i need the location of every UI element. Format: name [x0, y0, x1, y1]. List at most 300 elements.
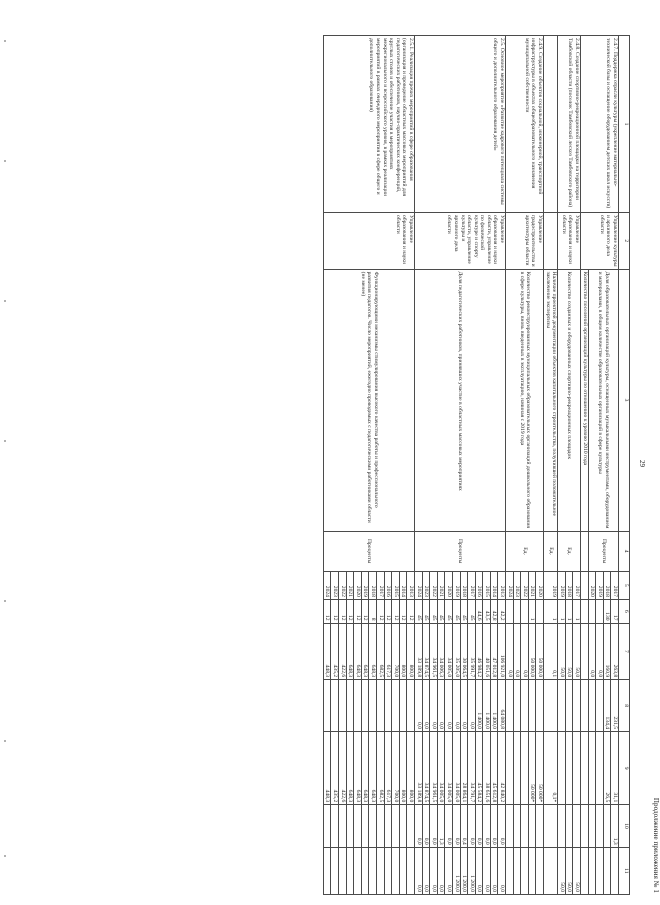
regional-budget-cell: 28 864,1 [460, 732, 468, 805]
indicator-value-cell: 12 [377, 599, 385, 623]
extra-budget-cell [346, 847, 354, 894]
executor [544, 212, 558, 269]
indicator-text: Доля образовательных организаций культуры, оснащенных музыкальными инструментами, оборудованием и материалами, в общем количестве образовательных организаций в сфере культуры [588, 269, 618, 531]
unit: Ед. [558, 531, 581, 571]
extra-budget-cell [323, 847, 331, 894]
column-number-3: 3 [619, 269, 630, 531]
indicator-value-cell: 12 [346, 599, 354, 623]
indicator-text: Количество поселений организаций культуры по отношению к уровню 2010 года [581, 269, 589, 531]
local-budget-cell: 0,0 [498, 805, 506, 847]
year-cell: 2023 [331, 571, 339, 599]
regional-budget-cell: 45 612,8 [490, 732, 498, 805]
local-budget-cell [346, 805, 354, 847]
local-budget-cell: 1,3 [611, 805, 619, 847]
indicator-value-cell: 12 [361, 599, 369, 623]
regional-budget-cell: 648,3 [369, 732, 377, 805]
unit: Проценты [588, 531, 618, 571]
total-funding-cell: 0,1 [544, 623, 558, 680]
extra-budget-cell [521, 847, 529, 894]
indicator-value-cell: 45 [437, 599, 445, 623]
extra-budget-cell [536, 847, 544, 894]
local-budget-cell: 0,0 [468, 805, 476, 847]
extra-budget-cell [611, 847, 619, 894]
federal-budget-cell [377, 680, 385, 732]
table-row [573, 36, 581, 895]
federal-budget-cell [323, 680, 331, 732]
year-cell: 2021 [528, 571, 536, 599]
federal-budget-cell: 0,0 [422, 680, 430, 732]
year-cell: 2024 [414, 571, 422, 599]
total-funding-cell: 50,0 [565, 623, 573, 680]
total-funding-cell [581, 623, 589, 680]
activity-name: 2.4.8. Создание спортивно-рекреационной площадки на территории Тамбовской области (поселок Тамбовский лесхоз Тамбовского района) [558, 36, 581, 213]
local-budget-cell [513, 805, 521, 847]
regional-budget-cell: 648,3 [346, 732, 354, 805]
federal-budget-cell [588, 680, 596, 732]
year-cell: 2017 [611, 571, 619, 599]
year-cell: 2017 [468, 571, 476, 599]
local-budget-cell [603, 805, 611, 847]
total-funding-cell: 448,3 [323, 623, 331, 680]
federal-budget-cell [399, 680, 407, 732]
extra-budget-cell [331, 847, 339, 894]
indicator-value-cell: 42,8 [490, 599, 498, 623]
regional-budget-cell: 34 874,5 [422, 732, 430, 805]
year-cell: 2023 [513, 571, 521, 599]
program-table [323, 35, 630, 895]
local-budget-cell [354, 805, 362, 847]
indicator-value-cell: 45 [445, 599, 453, 623]
indicator-value-cell: 44,6 [475, 599, 483, 623]
indicator-value-cell: 12 [407, 599, 415, 623]
federal-budget-cell [346, 680, 354, 732]
year-cell: 2015 [483, 571, 491, 599]
regional-budget-cell [573, 732, 581, 805]
extra-budget-cell: 0,0 [475, 847, 483, 894]
regional-budget-cell [565, 732, 573, 805]
local-budget-cell: 1,3 [437, 805, 445, 847]
extra-budget-cell: 0,0 [483, 847, 491, 894]
regional-budget-cell: 0,1* [544, 732, 558, 805]
local-budget-cell [323, 805, 331, 847]
indicator-value-cell: 12 [331, 599, 339, 623]
total-funding-cell: 50,0 [573, 623, 581, 680]
federal-budget-cell [407, 680, 415, 732]
indicator-value-cell: 12 [392, 599, 400, 623]
local-budget-cell [339, 805, 347, 847]
federal-budget-cell: 134,4 [603, 680, 611, 732]
regional-budget-cell: 800,0 [399, 732, 407, 805]
table-row [407, 36, 415, 895]
local-budget-cell [331, 805, 339, 847]
total-funding-cell: 422,6 [339, 623, 347, 680]
local-budget-cell: 0,0 [422, 805, 430, 847]
activity-name: 2.5.1. Реализация прочих мероприятий в сфере образования (организация и проведение областных массовых мероприятий для педагогических работников, научно-практических конференций, круглых столов и обеспечение участия в мероприятиях межрегионального и всероссийского уровня, в рамках реализации мероприятий в рамках очередного мероприятия в сфере общего и дополнительного образования) [323, 36, 414, 213]
indicator-value-cell [521, 599, 529, 623]
appendix-label: Продолжение приложения № 1 [652, 797, 660, 893]
unit: Ед. [506, 531, 544, 571]
local-budget-cell [399, 805, 407, 847]
indicator-value-cell: 1 [573, 599, 581, 623]
regional-budget-cell: 50 000* [528, 732, 536, 805]
total-funding-cell: 617,3 [384, 623, 392, 680]
total-funding-cell: 648,3 [369, 623, 377, 680]
indicator-value-cell [588, 599, 596, 623]
regional-budget-cell [588, 732, 596, 805]
column-number-8: 8 [619, 680, 630, 732]
year-cell: 2021 [437, 571, 445, 599]
year-cell: 2019 [558, 571, 566, 599]
extra-budget-cell: 50,0 [565, 847, 573, 894]
total-funding-cell: 34 961,5 [430, 623, 438, 680]
federal-budget-cell [384, 680, 392, 732]
total-funding-cell: 106 921,0 [498, 623, 506, 680]
indicator-value-cell: 17 [611, 599, 619, 623]
indicator-value-cell [581, 599, 589, 623]
indicator-value-cell: 43,5 [483, 599, 491, 623]
total-funding-cell: 700,0 [392, 623, 400, 680]
extra-budget-cell [339, 847, 347, 894]
unit [581, 531, 589, 571]
total-funding-cell: 160,9 [603, 623, 611, 680]
column-number-5: 5 [619, 571, 630, 599]
local-budget-cell: 0,4 [460, 805, 468, 847]
local-budget-cell [369, 805, 377, 847]
indicator-value-cell [596, 599, 604, 623]
total-funding-cell: 800,0 [407, 623, 415, 680]
total-funding-cell: 0,0 [588, 623, 596, 680]
total-funding-cell: 682,5 [377, 623, 385, 680]
year-cell: 2016 [475, 571, 483, 599]
table-body [323, 36, 618, 895]
local-budget-cell: 0,0 [475, 805, 483, 847]
total-funding-cell: 50,0 [558, 623, 566, 680]
regional-budget-cell [506, 732, 514, 805]
year-cell: 2014 [399, 571, 407, 599]
regional-budget-cell [581, 732, 589, 805]
year-cell: 2018 [460, 571, 468, 599]
local-budget-cell: 0,0 [414, 805, 422, 847]
federal-budget-cell: 0,0 [468, 680, 476, 732]
indicator-value-cell: 12 [339, 599, 347, 623]
indicator-value-cell: 1 [558, 599, 566, 623]
year-cell: 2020 [536, 571, 544, 599]
executor: Управление культуры и архивного дела области [581, 212, 619, 269]
local-budget-cell: 0,0 [483, 805, 491, 847]
local-budget-cell [565, 805, 573, 847]
extra-budget-cell [354, 847, 362, 894]
indicator-value-cell: 45 [422, 599, 430, 623]
extra-budget-cell [603, 847, 611, 894]
extra-budget-cell: 50,0 [558, 847, 566, 894]
local-budget-cell [558, 805, 566, 847]
activity-name: 2.5. Основное мероприятие «Развитие кадрового потенциала системы общего и дополнительного образования детей» [414, 36, 505, 213]
year-cell: 2020 [354, 571, 362, 599]
column-number-9: 9 [619, 732, 630, 805]
unit: Проценты [414, 531, 505, 571]
federal-budget-cell [361, 680, 369, 732]
indicator-text: Наличие проектной документации объектов капитального строительства, получившей положительное заключение экспертизы [544, 269, 558, 531]
year-cell: 2020 [588, 571, 596, 599]
regional-budget-cell: 34 005,0 [437, 732, 445, 805]
extra-budget-cell [506, 847, 514, 894]
federal-budget-cell [558, 680, 566, 732]
regional-budget-cell: 34 961,5 [430, 732, 438, 805]
local-budget-cell [361, 805, 369, 847]
extra-budget-cell: 1 200,0 [460, 847, 468, 894]
federal-budget-cell [392, 680, 400, 732]
indicator-value-cell: 1 [565, 599, 573, 623]
local-budget-cell [573, 805, 581, 847]
indicator-value-cell: 42,2 [498, 599, 506, 623]
extra-budget-cell: 0,0 [430, 847, 438, 894]
federal-budget-cell [536, 680, 544, 732]
regional-budget-cell: 648,3 [354, 732, 362, 805]
federal-budget-cell [581, 680, 589, 732]
year-cell: 2018 [565, 571, 573, 599]
regional-budget-cell: 33 189,8 [414, 732, 422, 805]
page-number: 29 [638, 460, 646, 467]
total-funding-cell: 0,0 [506, 623, 514, 680]
total-funding-cell: 40 051,6 [483, 623, 491, 680]
federal-budget-cell [544, 680, 558, 732]
indicator-value-cell [506, 599, 514, 623]
federal-budget-cell: 1 400,0 [475, 680, 483, 732]
extra-budget-cell: 0,0 [445, 847, 453, 894]
year-cell: 2024 [323, 571, 331, 599]
extra-budget-cell [581, 847, 589, 894]
table-row [544, 36, 558, 895]
total-funding-cell: 46 984,2 [475, 623, 483, 680]
total-funding-cell: 34 005,0 [445, 623, 453, 680]
local-budget-cell [377, 805, 385, 847]
local-budget-cell [588, 805, 596, 847]
year-cell: 2018 [369, 571, 377, 599]
year-cell: 2022 [339, 571, 347, 599]
indicator-value-cell: 130 [603, 599, 611, 623]
indicator-text: Количество реконструированных муниципальных образовательных организаций дошкольного образования в сфере культуры, вновь введенных в эксплуатацию, начиная с 2019 года [506, 269, 544, 531]
local-budget-cell [506, 805, 514, 847]
indicator-text: Функционирующими механизмы стимулирования высокого качества работы и профессионального развития педагогов. Число мероприятий, ежегодно проводимых с педагогическими работниками области (не менее) [323, 269, 414, 531]
federal-budget-cell [506, 680, 514, 732]
regional-budget-cell: 700,0 [392, 732, 400, 805]
regional-budget-cell: 448,3 [323, 732, 331, 805]
indicator-text: Доля педагогических работников, принявших участие в областных массовых мероприятиях [414, 269, 505, 531]
indicator-value-cell: 12 [399, 599, 407, 623]
indicator-value-cell: 12 [384, 599, 392, 623]
activity-name: 2.4.7. Поддержка отрасли культуры (укрепление материально-технической базы и оснащение оборудованием детских школ искусств) [581, 36, 619, 213]
local-budget-cell [581, 805, 589, 847]
year-cell: 2019 [452, 571, 460, 599]
year-cell: 2022 [521, 571, 529, 599]
regional-budget-cell [558, 732, 566, 805]
extra-budget-cell [361, 847, 369, 894]
extra-budget-cell [544, 847, 558, 894]
local-budget-cell [544, 805, 558, 847]
extra-budget-cell [384, 847, 392, 894]
column-number-row [619, 36, 630, 895]
unit: Ед. [544, 531, 558, 571]
column-number-7: 7 [619, 623, 630, 680]
indicator-value-cell: 8 [369, 599, 377, 623]
year-cell: 2024 [506, 571, 514, 599]
regional-budget-cell [521, 732, 529, 805]
extra-budget-cell: 50,0 [573, 847, 581, 894]
federal-budget-cell: 0,0 [460, 680, 468, 732]
column-number-1: 1 [619, 36, 630, 213]
total-funding-cell: 648,3 [361, 623, 369, 680]
indicator-value-cell: 45 [452, 599, 460, 623]
extra-budget-cell: 0,0 [437, 847, 445, 894]
extra-budget-cell [513, 847, 521, 894]
federal-budget-cell [596, 680, 604, 732]
federal-budget-cell: 231,5 [611, 680, 619, 732]
federal-budget-cell: 0,0 [437, 680, 445, 732]
federal-budget-cell [369, 680, 377, 732]
total-funding-cell: 33 189,8 [414, 623, 422, 680]
total-funding-cell: 648,3 [354, 623, 362, 680]
local-budget-cell: 0,0 [490, 805, 498, 847]
indicator-text: Количество созданных и оборудованных спортивно-рекреационных площадок [558, 269, 581, 531]
local-budget-cell: 0,0 [430, 805, 438, 847]
total-funding-cell: 435,2 [331, 623, 339, 680]
regional-budget-cell [513, 732, 521, 805]
local-budget-cell: 0,0 [452, 805, 460, 847]
federal-budget-cell [339, 680, 347, 732]
extra-budget-cell [399, 847, 407, 894]
year-cell: 2019 [544, 571, 558, 599]
total-funding-cell: 30 064,5 [460, 623, 468, 680]
federal-budget-cell [528, 680, 536, 732]
regional-budget-cell: 422,6 [339, 732, 347, 805]
total-funding-cell: 34 874,5 [422, 623, 430, 680]
total-funding-cell: 50 000,0 [528, 623, 536, 680]
year-cell: 2020 [445, 571, 453, 599]
extra-budget-cell: 0,0 [490, 847, 498, 894]
local-budget-cell [384, 805, 392, 847]
federal-budget-cell: 1 400,0 [490, 680, 498, 732]
regional-budget-cell: 31,1 [611, 732, 619, 805]
activity-name: 2.4.9. Создание объектов социальной, инженерной, транспортной инфраструктуры в объектах общеобразовательного назначения муниципальной собственности [506, 36, 544, 213]
scan-edge-marks [4, 40, 7, 860]
regional-budget-cell: 648,3 [361, 732, 369, 805]
year-cell: 2014 [490, 571, 498, 599]
federal-budget-cell: 0,0 [452, 680, 460, 732]
total-funding-cell: 50 000,0 [536, 623, 544, 680]
indicator-value-cell: 12 [354, 599, 362, 623]
federal-budget-cell: 0,0 [445, 680, 453, 732]
extra-budget-cell [407, 847, 415, 894]
total-funding-cell: 263,8 [611, 623, 619, 680]
table-row [498, 36, 506, 895]
indicator-value-cell: 1 [544, 599, 558, 623]
extra-budget-cell: 1 200,0 [452, 847, 460, 894]
regional-budget-cell: 26,5 [603, 732, 611, 805]
federal-budget-cell: 0,0 [414, 680, 422, 732]
regional-budget-cell: 435,2 [331, 732, 339, 805]
indicator-value-cell: 45 [468, 599, 476, 623]
extra-budget-cell [369, 847, 377, 894]
column-number-2: 2 [619, 212, 630, 269]
regional-budget-cell [596, 732, 604, 805]
federal-budget-cell: 64 080,8 [498, 680, 506, 732]
federal-budget-cell [331, 680, 339, 732]
indicator-value-cell: 1 [528, 599, 536, 623]
total-funding-cell: 35 205,0 [452, 623, 460, 680]
total-funding-cell: 47 012,8 [490, 623, 498, 680]
federal-budget-cell [573, 680, 581, 732]
regional-budget-cell: 617,3 [384, 732, 392, 805]
federal-budget-cell: 0,0 [430, 680, 438, 732]
indicator-value-cell [513, 599, 521, 623]
local-budget-cell [407, 805, 415, 847]
column-number-10: 10 [619, 805, 630, 847]
indicator-value-cell: 45 [430, 599, 438, 623]
regional-budget-cell: 34 005,0 [452, 732, 460, 805]
executor: Управление образования и науки области [323, 212, 414, 269]
regional-budget-cell: 34 005,0 [445, 732, 453, 805]
table-row [611, 36, 619, 895]
federal-budget-cell [565, 680, 573, 732]
regional-budget-cell: 682,5 [377, 732, 385, 805]
local-budget-cell [596, 805, 604, 847]
year-cell: 2017 [377, 571, 385, 599]
local-budget-cell: 0,0 [445, 805, 453, 847]
indicator-value-cell: 45 [414, 599, 422, 623]
year-cell: 2015 [392, 571, 400, 599]
indicator-value-cell: 45 [460, 599, 468, 623]
extra-budget-cell [377, 847, 385, 894]
regional-budget-cell: 50 000* [536, 732, 544, 805]
column-number-4: 4 [619, 531, 630, 571]
year-cell: 2018 [603, 571, 611, 599]
local-budget-cell [536, 805, 544, 847]
indicator-value-cell: 12 [323, 599, 331, 623]
table-row [536, 36, 544, 895]
extra-budget-cell: 0,0 [498, 847, 506, 894]
year-cell: 2017 [573, 571, 581, 599]
total-funding-cell: 0,0 [513, 623, 521, 680]
total-funding-cell: 34 006,3 [437, 623, 445, 680]
regional-budget-cell: 38 651,6 [483, 732, 491, 805]
year-cell: 2021 [346, 571, 354, 599]
local-budget-cell [528, 805, 536, 847]
year-cell [581, 571, 589, 599]
regional-budget-cell: 42 840,2 [498, 732, 506, 805]
extra-budget-cell: 0,0 [422, 847, 430, 894]
unit: Проценты [323, 531, 414, 571]
column-number-6: 6 [619, 599, 630, 623]
executor: Управление градостроительства и архитектуры области [506, 212, 544, 269]
year-cell: 2022 [430, 571, 438, 599]
extra-budget-cell [588, 847, 596, 894]
rotated-table-page [85, 35, 660, 895]
indicator-value-cell [536, 599, 544, 623]
federal-budget-cell [513, 680, 521, 732]
local-budget-cell [392, 805, 400, 847]
federal-budget-cell: 1 400,0 [483, 680, 491, 732]
total-funding-cell: 0,0 [521, 623, 529, 680]
extra-budget-cell: 0,0 [414, 847, 422, 894]
extra-budget-cell [596, 847, 604, 894]
year-cell: 2019 [361, 571, 369, 599]
regional-budget-cell: 45 584,2 [475, 732, 483, 805]
executor: Управление образования и науки области, управление по физической культуре и спорту области, управление культуры и архивного дела области [414, 212, 505, 269]
year-cell: 2019 [596, 571, 604, 599]
total-funding-cell: 0,0 [596, 623, 604, 680]
extra-budget-cell: 1 200,0 [468, 847, 476, 894]
executor: Управление образования и науки области [558, 212, 581, 269]
